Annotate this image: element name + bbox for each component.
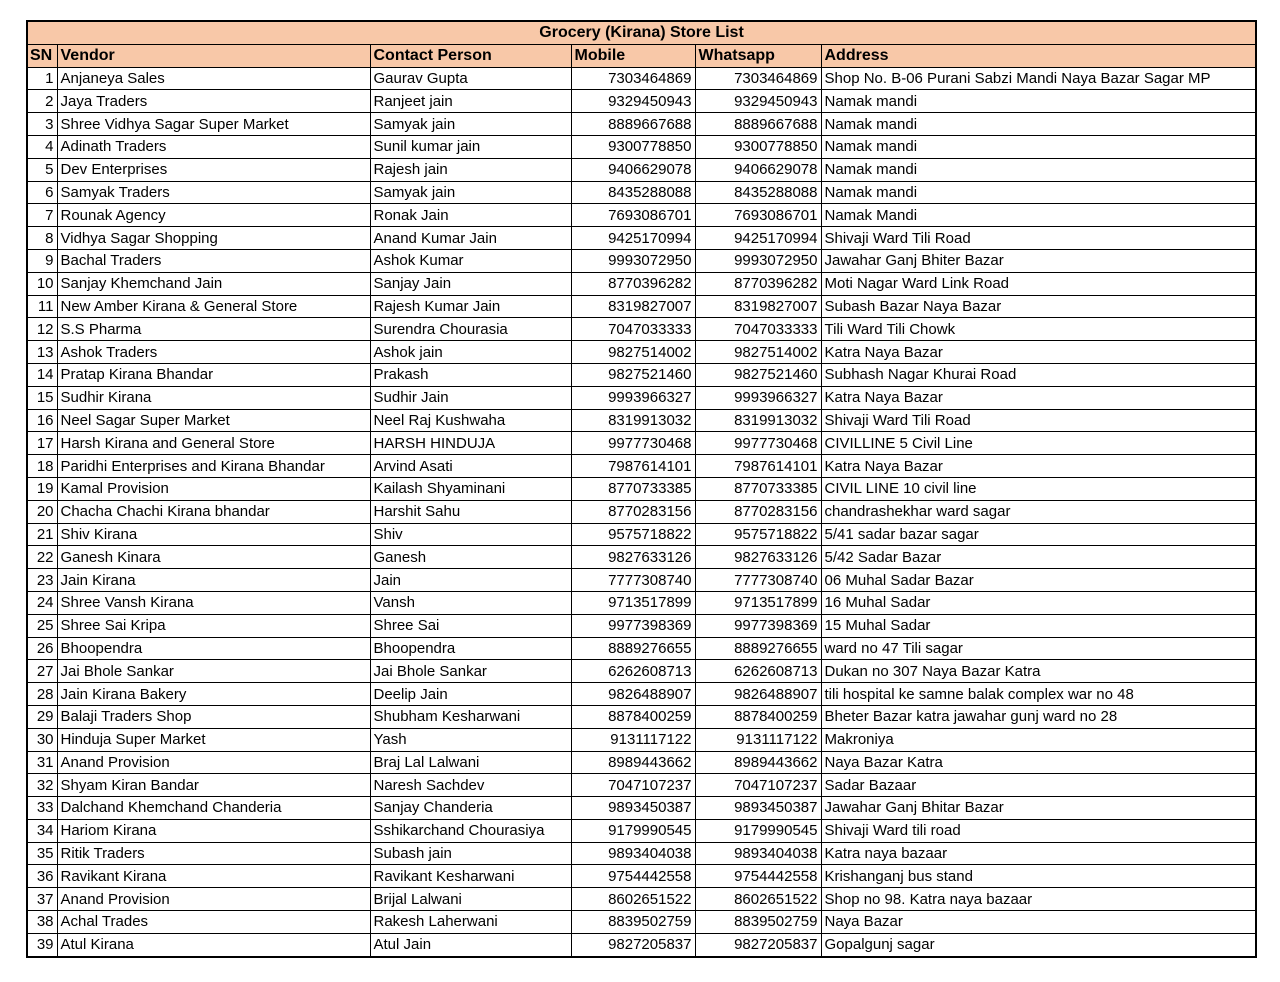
cell-whatsapp: 9827205837 — [695, 933, 821, 956]
table-row — [27, 660, 1256, 683]
cell-mobile: 9827521460 — [571, 363, 695, 386]
table-row — [27, 637, 1256, 660]
cell-mobile: 8989443662 — [571, 751, 695, 774]
cell-mobile: 8878400259 — [571, 705, 695, 728]
cell-address: Shivaji Ward Tili Road — [821, 409, 1256, 432]
cell-vendor: Vidhya Sagar Shopping — [57, 227, 370, 250]
cell-whatsapp: 7303464869 — [695, 67, 821, 90]
cell-mobile: 9179990545 — [571, 819, 695, 842]
cell-sn: 17 — [27, 432, 57, 455]
cell-address: Shop No. B-06 Purani Sabzi Mandi Naya Bazar Sagar MP — [821, 67, 1256, 90]
cell-whatsapp: 8878400259 — [695, 705, 821, 728]
cell-sn: 33 — [27, 797, 57, 820]
header-vendor: Vendor — [57, 44, 370, 67]
header-mobile: Mobile — [571, 44, 695, 67]
cell-whatsapp: 9993966327 — [695, 386, 821, 409]
cell-sn: 22 — [27, 546, 57, 569]
cell-contact-person: Rajesh jain — [370, 158, 571, 181]
cell-mobile: 8889276655 — [571, 637, 695, 660]
cell-address: Tili Ward Tili Chowk — [821, 318, 1256, 341]
cell-sn: 4 — [27, 135, 57, 158]
cell-vendor: Anjaneya Sales — [57, 67, 370, 90]
cell-contact-person: Samyak jain — [370, 113, 571, 136]
cell-whatsapp: 8319913032 — [695, 409, 821, 432]
cell-sn: 3 — [27, 113, 57, 136]
cell-contact-person: Brijal Lalwani — [370, 888, 571, 911]
cell-address: Katra Naya Bazar — [821, 455, 1256, 478]
header-sn: SN — [27, 44, 57, 67]
cell-whatsapp: 8770733385 — [695, 477, 821, 500]
cell-vendor: Bachal Traders — [57, 249, 370, 272]
table-row — [27, 386, 1256, 409]
cell-vendor: Achal Trades — [57, 911, 370, 934]
cell-address: Gopalgunj sagar — [821, 933, 1256, 956]
table-row — [27, 546, 1256, 569]
cell-mobile: 6262608713 — [571, 660, 695, 683]
cell-sn: 27 — [27, 660, 57, 683]
cell-contact-person: Subash jain — [370, 842, 571, 865]
cell-mobile: 9993072950 — [571, 249, 695, 272]
cell-whatsapp: 9300778850 — [695, 135, 821, 158]
cell-sn: 32 — [27, 774, 57, 797]
table-row — [27, 819, 1256, 842]
table-row — [27, 455, 1256, 478]
cell-whatsapp: 9826488907 — [695, 683, 821, 706]
cell-address: Subhash Nagar Khurai Road — [821, 363, 1256, 386]
cell-vendor: Sudhir Kirana — [57, 386, 370, 409]
table-row — [27, 888, 1256, 911]
cell-mobile: 9826488907 — [571, 683, 695, 706]
cell-vendor: Hariom Kirana — [57, 819, 370, 842]
cell-address: Moti Nagar Ward Link Road — [821, 272, 1256, 295]
cell-contact-person: Gaurav Gupta — [370, 67, 571, 90]
cell-mobile: 9300778850 — [571, 135, 695, 158]
cell-address: 06 Muhal Sadar Bazar — [821, 569, 1256, 592]
cell-address: 5/41 sadar bazar sagar — [821, 523, 1256, 546]
cell-mobile: 8319913032 — [571, 409, 695, 432]
cell-whatsapp: 8435288088 — [695, 181, 821, 204]
table-row — [27, 683, 1256, 706]
cell-address: 15 Muhal Sadar — [821, 614, 1256, 637]
cell-address: Katra Naya Bazar — [821, 341, 1256, 364]
cell-vendor: Kamal Provision — [57, 477, 370, 500]
cell-contact-person: Shree Sai — [370, 614, 571, 637]
cell-sn: 35 — [27, 842, 57, 865]
cell-sn: 7 — [27, 204, 57, 227]
table-row — [27, 158, 1256, 181]
table-title: Grocery (Kirana) Store List — [27, 21, 1256, 44]
cell-mobile: 9977730468 — [571, 432, 695, 455]
cell-vendor: Pratap Kirana Bhandar — [57, 363, 370, 386]
table-row — [27, 432, 1256, 455]
cell-whatsapp: 9993072950 — [695, 249, 821, 272]
cell-address: Namak Mandi — [821, 204, 1256, 227]
cell-mobile: 9575718822 — [571, 523, 695, 546]
table-row — [27, 705, 1256, 728]
header-address: Address — [821, 44, 1256, 67]
cell-mobile: 9425170994 — [571, 227, 695, 250]
cell-address: Bheter Bazar katra jawahar gunj ward no 28 — [821, 705, 1256, 728]
cell-address: Namak mandi — [821, 158, 1256, 181]
cell-vendor: Anand Provision — [57, 751, 370, 774]
cell-address: Naya Bazar — [821, 911, 1256, 934]
cell-sn: 14 — [27, 363, 57, 386]
cell-mobile: 8319827007 — [571, 295, 695, 318]
cell-address: CIVILLINE 5 Civil Line — [821, 432, 1256, 455]
cell-contact-person: Bhoopendra — [370, 637, 571, 660]
cell-sn: 11 — [27, 295, 57, 318]
header-contact-person: Contact Person — [370, 44, 571, 67]
cell-whatsapp: 7987614101 — [695, 455, 821, 478]
cell-contact-person: Ravikant Kesharwani — [370, 865, 571, 888]
table-row — [27, 865, 1256, 888]
cell-mobile: 9754442558 — [571, 865, 695, 888]
cell-address: Naya Bazar Katra — [821, 751, 1256, 774]
cell-sn: 15 — [27, 386, 57, 409]
cell-whatsapp: 9893450387 — [695, 797, 821, 820]
cell-mobile: 9406629078 — [571, 158, 695, 181]
cell-contact-person: Jai Bhole Sankar — [370, 660, 571, 683]
cell-whatsapp: 7777308740 — [695, 569, 821, 592]
cell-contact-person: Sshikarchand Chourasiya — [370, 819, 571, 842]
cell-whatsapp: 9977730468 — [695, 432, 821, 455]
cell-mobile: 7777308740 — [571, 569, 695, 592]
table-row — [27, 933, 1256, 956]
cell-contact-person: Harshit Sahu — [370, 500, 571, 523]
cell-vendor: Paridhi Enterprises and Kirana Bhandar — [57, 455, 370, 478]
cell-address: Katra Naya Bazar — [821, 386, 1256, 409]
cell-whatsapp: 8839502759 — [695, 911, 821, 934]
cell-whatsapp: 8889276655 — [695, 637, 821, 660]
cell-whatsapp: 9827521460 — [695, 363, 821, 386]
cell-vendor: S.S Pharma — [57, 318, 370, 341]
cell-whatsapp: 8319827007 — [695, 295, 821, 318]
cell-address: Shop no 98. Katra naya bazaar — [821, 888, 1256, 911]
cell-whatsapp: 9329450943 — [695, 90, 821, 113]
table-row — [27, 272, 1256, 295]
store-list-table — [26, 20, 1257, 958]
cell-contact-person: Atul Jain — [370, 933, 571, 956]
cell-contact-person: Anand Kumar Jain — [370, 227, 571, 250]
cell-mobile: 9131117122 — [571, 728, 695, 751]
cell-whatsapp: 9406629078 — [695, 158, 821, 181]
table-row — [27, 409, 1256, 432]
cell-address: Namak mandi — [821, 181, 1256, 204]
cell-contact-person: Sudhir Jain — [370, 386, 571, 409]
cell-vendor: Shiv Kirana — [57, 523, 370, 546]
cell-vendor: Bhoopendra — [57, 637, 370, 660]
cell-vendor: Shree Vidhya Sagar Super Market — [57, 113, 370, 136]
cell-whatsapp: 9131117122 — [695, 728, 821, 751]
cell-vendor: Dev Enterprises — [57, 158, 370, 181]
cell-mobile: 9329450943 — [571, 90, 695, 113]
table-row — [27, 318, 1256, 341]
table-row — [27, 751, 1256, 774]
cell-whatsapp: 9713517899 — [695, 591, 821, 614]
cell-vendor: Ashok Traders — [57, 341, 370, 364]
cell-address: tili hospital ke samne balak complex war no 48 — [821, 683, 1256, 706]
cell-sn: 25 — [27, 614, 57, 637]
cell-sn: 5 — [27, 158, 57, 181]
cell-contact-person: Shubham Kesharwani — [370, 705, 571, 728]
cell-contact-person: Naresh Sachdev — [370, 774, 571, 797]
cell-sn: 20 — [27, 500, 57, 523]
cell-address: 16 Muhal Sadar — [821, 591, 1256, 614]
cell-mobile: 9893404038 — [571, 842, 695, 865]
cell-mobile: 7047033333 — [571, 318, 695, 341]
cell-whatsapp: 8770283156 — [695, 500, 821, 523]
table-row — [27, 591, 1256, 614]
cell-address: Namak mandi — [821, 135, 1256, 158]
cell-mobile: 8770283156 — [571, 500, 695, 523]
cell-vendor: Shyam Kiran Bandar — [57, 774, 370, 797]
cell-mobile: 9827514002 — [571, 341, 695, 364]
cell-vendor: Jain Kirana — [57, 569, 370, 592]
table-row — [27, 67, 1256, 90]
table-row — [27, 523, 1256, 546]
cell-mobile: 9713517899 — [571, 591, 695, 614]
cell-contact-person: Neel Raj Kushwaha — [370, 409, 571, 432]
cell-whatsapp: 9575718822 — [695, 523, 821, 546]
cell-address: Subash Bazar Naya Bazar — [821, 295, 1256, 318]
cell-whatsapp: 9754442558 — [695, 865, 821, 888]
cell-vendor: Sanjay Khemchand Jain — [57, 272, 370, 295]
cell-whatsapp: 7047107237 — [695, 774, 821, 797]
cell-address: Jawahar Ganj Bhitar Bazar — [821, 797, 1256, 820]
cell-contact-person: Kailash Shyaminani — [370, 477, 571, 500]
cell-sn: 13 — [27, 341, 57, 364]
cell-whatsapp: 6262608713 — [695, 660, 821, 683]
cell-contact-person: HARSH HINDUJA — [370, 432, 571, 455]
cell-contact-person: Prakash — [370, 363, 571, 386]
cell-sn: 10 — [27, 272, 57, 295]
cell-sn: 28 — [27, 683, 57, 706]
table-row — [27, 181, 1256, 204]
cell-contact-person: Samyak jain — [370, 181, 571, 204]
cell-vendor: Adinath Traders — [57, 135, 370, 158]
header-whatsapp: Whatsapp — [695, 44, 821, 67]
table-row — [27, 614, 1256, 637]
cell-contact-person: Jain — [370, 569, 571, 592]
cell-mobile: 8839502759 — [571, 911, 695, 934]
cell-whatsapp: 7047033333 — [695, 318, 821, 341]
cell-sn: 9 — [27, 249, 57, 272]
cell-vendor: Neel Sagar Super Market — [57, 409, 370, 432]
cell-mobile: 9893450387 — [571, 797, 695, 820]
cell-sn: 34 — [27, 819, 57, 842]
cell-vendor: Atul Kirana — [57, 933, 370, 956]
header-row — [27, 44, 1256, 67]
cell-vendor: Ritik Traders — [57, 842, 370, 865]
cell-contact-person: Sanjay Jain — [370, 272, 571, 295]
cell-mobile: 8435288088 — [571, 181, 695, 204]
cell-sn: 29 — [27, 705, 57, 728]
cell-sn: 36 — [27, 865, 57, 888]
cell-vendor: Jaya Traders — [57, 90, 370, 113]
cell-mobile: 7693086701 — [571, 204, 695, 227]
cell-contact-person: Sanjay Chanderia — [370, 797, 571, 820]
cell-address: Shivaji Ward tili road — [821, 819, 1256, 842]
cell-address: 5/42 Sadar Bazar — [821, 546, 1256, 569]
cell-mobile: 9827205837 — [571, 933, 695, 956]
cell-sn: 18 — [27, 455, 57, 478]
cell-contact-person: Surendra Chourasia — [370, 318, 571, 341]
cell-vendor: Balaji Traders Shop — [57, 705, 370, 728]
table-row — [27, 295, 1256, 318]
cell-sn: 24 — [27, 591, 57, 614]
title-row — [27, 21, 1256, 44]
cell-vendor: Hinduja Super Market — [57, 728, 370, 751]
cell-sn: 12 — [27, 318, 57, 341]
cell-contact-person: Ronak Jain — [370, 204, 571, 227]
cell-sn: 21 — [27, 523, 57, 546]
table-row — [27, 363, 1256, 386]
cell-vendor: Jai Bhole Sankar — [57, 660, 370, 683]
cell-address: Namak mandi — [821, 113, 1256, 136]
cell-contact-person: Ashok Kumar — [370, 249, 571, 272]
cell-contact-person: Ranjeet jain — [370, 90, 571, 113]
cell-sn: 16 — [27, 409, 57, 432]
cell-sn: 1 — [27, 67, 57, 90]
cell-vendor: Shree Sai Kripa — [57, 614, 370, 637]
cell-mobile: 7047107237 — [571, 774, 695, 797]
cell-sn: 2 — [27, 90, 57, 113]
cell-whatsapp: 9827514002 — [695, 341, 821, 364]
cell-address: Jawahar Ganj Bhiter Bazar — [821, 249, 1256, 272]
table-row — [27, 842, 1256, 865]
cell-contact-person: Ganesh — [370, 546, 571, 569]
cell-mobile: 8770396282 — [571, 272, 695, 295]
table-row — [27, 90, 1256, 113]
cell-contact-person: Yash — [370, 728, 571, 751]
cell-contact-person: Rakesh Laherwani — [370, 911, 571, 934]
cell-whatsapp: 8770396282 — [695, 272, 821, 295]
cell-address: CIVIL LINE 10 civil line — [821, 477, 1256, 500]
cell-contact-person: Ashok jain — [370, 341, 571, 364]
table-body — [27, 67, 1256, 957]
cell-mobile: 8889667688 — [571, 113, 695, 136]
table-row — [27, 500, 1256, 523]
table-row — [27, 341, 1256, 364]
cell-sn: 19 — [27, 477, 57, 500]
cell-sn: 37 — [27, 888, 57, 911]
table-row — [27, 569, 1256, 592]
cell-sn: 6 — [27, 181, 57, 204]
cell-vendor: Harsh Kirana and General Store — [57, 432, 370, 455]
cell-vendor: Ravikant Kirana — [57, 865, 370, 888]
table-row — [27, 728, 1256, 751]
cell-address: Katra naya bazaar — [821, 842, 1256, 865]
cell-whatsapp: 8889667688 — [695, 113, 821, 136]
cell-whatsapp: 9425170994 — [695, 227, 821, 250]
cell-vendor: Samyak Traders — [57, 181, 370, 204]
cell-vendor: New Amber Kirana & General Store — [57, 295, 370, 318]
cell-address: Makroniya — [821, 728, 1256, 751]
cell-vendor: Shree Vansh Kirana — [57, 591, 370, 614]
cell-mobile: 9977398369 — [571, 614, 695, 637]
cell-sn: 8 — [27, 227, 57, 250]
cell-sn: 31 — [27, 751, 57, 774]
cell-whatsapp: 9893404038 — [695, 842, 821, 865]
cell-sn: 23 — [27, 569, 57, 592]
cell-contact-person: Braj Lal Lalwani — [370, 751, 571, 774]
table-row — [27, 227, 1256, 250]
table-row — [27, 797, 1256, 820]
cell-mobile: 7987614101 — [571, 455, 695, 478]
table-row — [27, 204, 1256, 227]
cell-whatsapp: 9179990545 — [695, 819, 821, 842]
table-row — [27, 477, 1256, 500]
cell-vendor: Rounak Agency — [57, 204, 370, 227]
cell-address: Dukan no 307 Naya Bazar Katra — [821, 660, 1256, 683]
cell-vendor: Ganesh Kinara — [57, 546, 370, 569]
table-row — [27, 135, 1256, 158]
cell-address: chandrashekhar ward sagar — [821, 500, 1256, 523]
cell-vendor: Jain Kirana Bakery — [57, 683, 370, 706]
cell-whatsapp: 8989443662 — [695, 751, 821, 774]
cell-vendor: Chacha Chachi Kirana bhandar — [57, 500, 370, 523]
cell-whatsapp: 7693086701 — [695, 204, 821, 227]
cell-mobile: 7303464869 — [571, 67, 695, 90]
cell-mobile: 9993966327 — [571, 386, 695, 409]
cell-contact-person: Arvind Asati — [370, 455, 571, 478]
cell-address: ward no 47 Tili sagar — [821, 637, 1256, 660]
cell-sn: 39 — [27, 933, 57, 956]
cell-sn: 26 — [27, 637, 57, 660]
cell-address: Shivaji Ward Tili Road — [821, 227, 1256, 250]
cell-mobile: 8770733385 — [571, 477, 695, 500]
cell-whatsapp: 9977398369 — [695, 614, 821, 637]
table-row — [27, 911, 1256, 934]
cell-address: Namak mandi — [821, 90, 1256, 113]
cell-contact-person: Vansh — [370, 591, 571, 614]
table-row — [27, 113, 1256, 136]
cell-contact-person: Deelip Jain — [370, 683, 571, 706]
cell-mobile: 9827633126 — [571, 546, 695, 569]
cell-mobile: 8602651522 — [571, 888, 695, 911]
cell-sn: 30 — [27, 728, 57, 751]
cell-address: Krishanganj bus stand — [821, 865, 1256, 888]
table-row — [27, 774, 1256, 797]
cell-contact-person: Rajesh Kumar Jain — [370, 295, 571, 318]
cell-contact-person: Sunil kumar jain — [370, 135, 571, 158]
cell-address: Sadar Bazaar — [821, 774, 1256, 797]
cell-whatsapp: 8602651522 — [695, 888, 821, 911]
cell-sn: 38 — [27, 911, 57, 934]
cell-vendor: Anand Provision — [57, 888, 370, 911]
cell-whatsapp: 9827633126 — [695, 546, 821, 569]
cell-vendor: Dalchand Khemchand Chanderia — [57, 797, 370, 820]
table-row — [27, 249, 1256, 272]
cell-contact-person: Shiv — [370, 523, 571, 546]
